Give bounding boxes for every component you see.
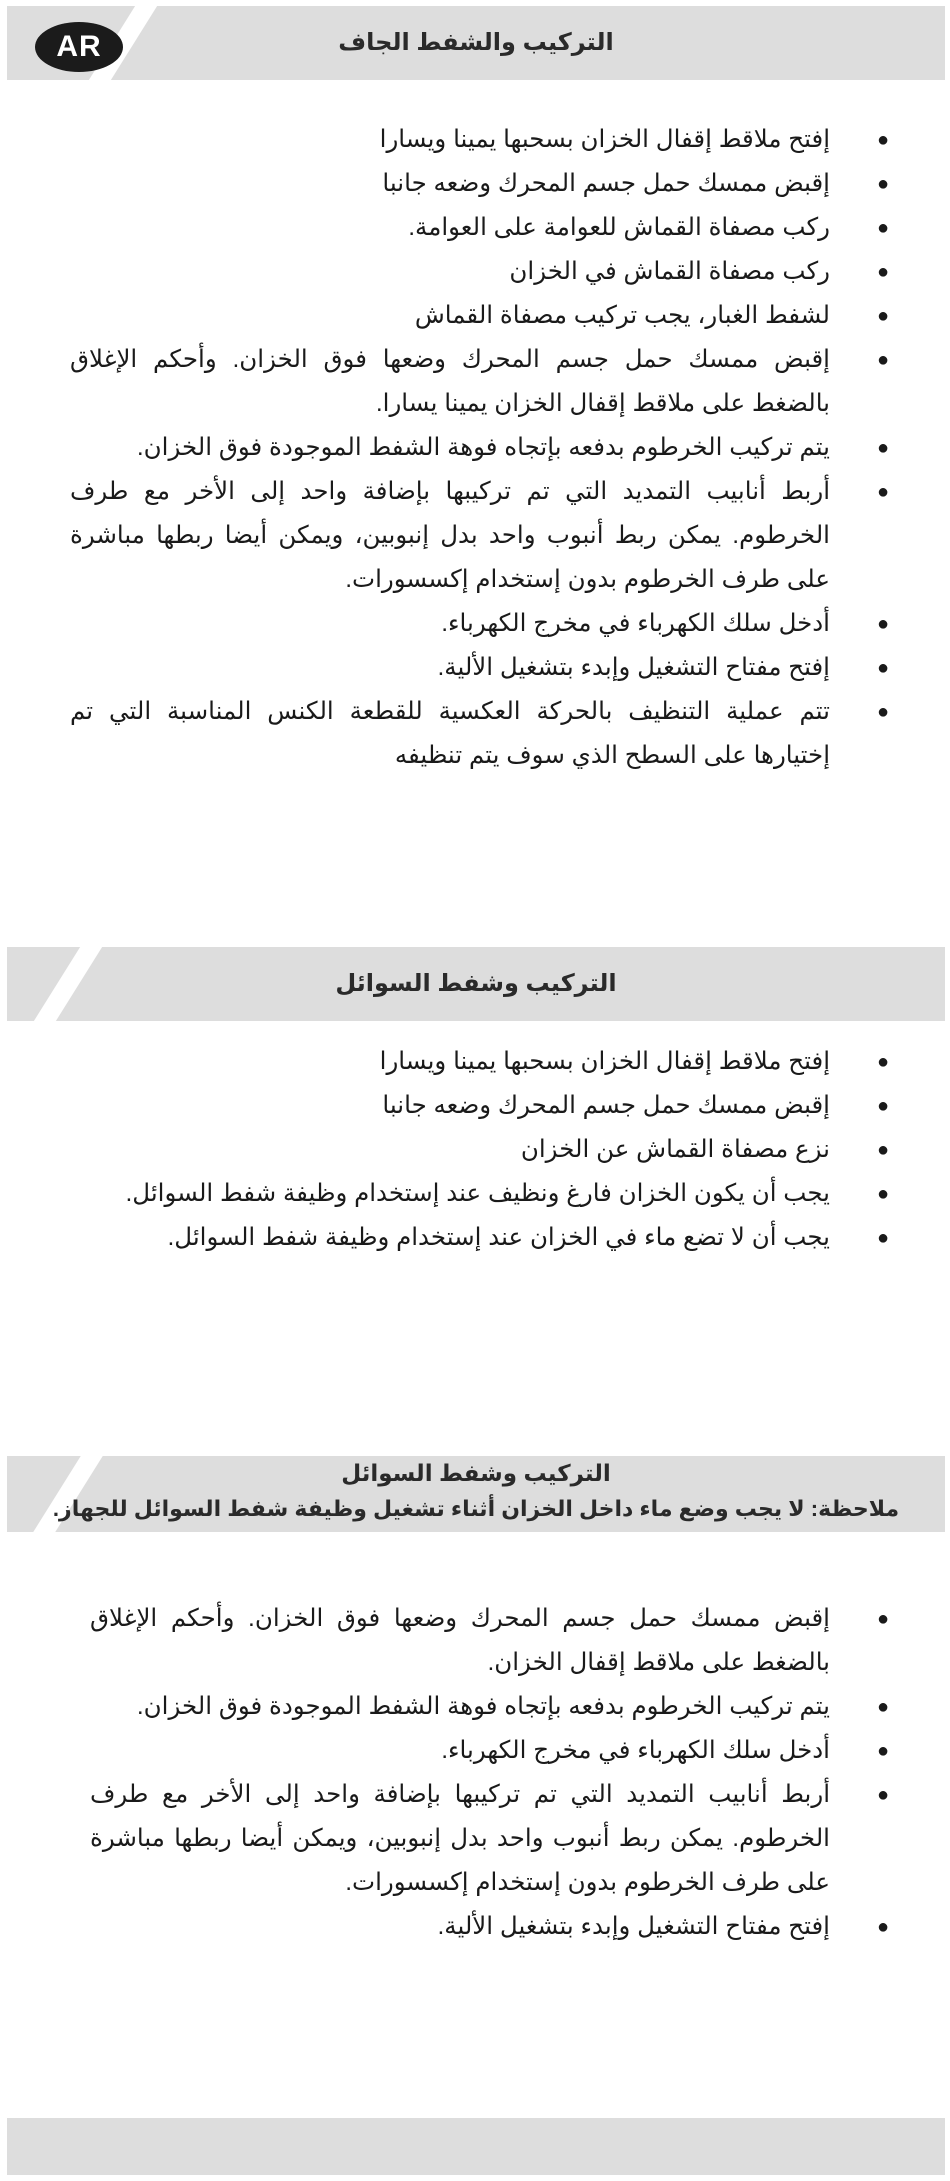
footer-band xyxy=(7,2118,945,2175)
bullet-icon: ● xyxy=(876,613,890,635)
bullet-icon: ● xyxy=(876,173,890,195)
list-item: ● يجب أن لا تضع ماء في الخزان عند إستخدام وظيفة شفط السوائل. xyxy=(90,1216,890,1260)
section1-title: التركيب والشفط الجاف xyxy=(338,29,614,56)
list-item: ● أربط أنابيب التمديد التي تم تركيبها بإضافة واحد إلى الأخر مع طرف الخرطوم. يمكن ربط أنبوب واحد بدل إنبوبين، ويمكن أيضا ربطها مباشرة على طرف الخرطوم بدون إستخدام إكسسورات. xyxy=(70,470,890,602)
bullet-icon: ● xyxy=(876,1608,890,1630)
section1-list xyxy=(70,118,890,778)
list-item: ● إقبض ممسك حمل جسم المحرك وضعه جانبا xyxy=(90,1084,890,1128)
list-item: ● إفتح مفتاح التشغيل وإبدء بتشغيل الألية. xyxy=(70,646,890,690)
section2-header-band xyxy=(7,947,945,1021)
list-item: ● إقبض ممسك حمل جسم المحرك وضعها فوق الخزان. وأحكم الإغلاق بالضغط على ملاقط إقفال الخزان يمينا يسارا. xyxy=(70,338,890,426)
bullet-icon: ● xyxy=(876,1051,890,1073)
list-item: ● أدخل سلك الكهرباء في مخرج الكهرباء. xyxy=(90,1729,890,1773)
bullet-icon: ● xyxy=(876,261,890,283)
list-item: ● إفتح ملاقط إقفال الخزان بسحبها يمينا ويسارا xyxy=(90,1040,890,1084)
section3-note xyxy=(7,1496,945,1522)
list-item: ● تتم عملية التنظيف بالحركة العكسية للقطعة الكنس المناسبة التي تم إختيارها على السطح الذي سوف يتم تنظيفه xyxy=(70,690,890,778)
list-item: ● أدخل سلك الكهرباء في مخرج الكهرباء. xyxy=(70,602,890,646)
bullet-icon: ● xyxy=(876,1784,890,1806)
list-item: ● إفتح ملاقط إقفال الخزان بسحبها يمينا ويسارا xyxy=(70,118,890,162)
list-item: ● أربط أنابيب التمديد التي تم تركيبها بإضافة واحد إلى الأخر مع طرف الخرطوم. يمكن ربط أنبوب واحد بدل إنبوبين، ويمكن أيضا ربطها مباشرة على طرف الخرطوم بدون إستخدام إكسسورات. xyxy=(90,1773,890,1905)
bullet-icon: ● xyxy=(876,1740,890,1762)
bullet-icon: ● xyxy=(876,349,890,371)
bullet-icon: ● xyxy=(876,437,890,459)
section3-title: التركيب وشفط السوائل xyxy=(341,1460,611,1486)
bullet-icon: ● xyxy=(876,1696,890,1718)
list-item: ● لشفط الغبار، يجب تركيب مصفاة القماش xyxy=(70,294,890,338)
bullet-icon: ● xyxy=(876,1916,890,1938)
section3-header-band xyxy=(7,1456,945,1532)
section1-header-band xyxy=(7,6,945,80)
list-item: ● إقبض ممسك حمل جسم المحرك وضعه جانبا xyxy=(70,162,890,206)
list-item: ● ركب مصفاة القماش في الخزان xyxy=(70,250,890,294)
bullet-icon: ● xyxy=(876,129,890,151)
section2-list xyxy=(90,1040,890,1260)
list-item: ● ركب مصفاة القماش للعوامة على العوامة. xyxy=(70,206,890,250)
bullet-icon: ● xyxy=(876,657,890,679)
bullet-icon: ● xyxy=(876,305,890,327)
bullet-icon: ● xyxy=(876,1139,890,1161)
bullet-icon: ● xyxy=(876,1227,890,1249)
note-text: لا يجب وضع ماء داخل الخزان أثناء تشغيل وظيفة شفط السوائل للجهاز. xyxy=(52,1496,805,1521)
list-item: ● يجب أن يكون الخزان فارغ ونظيف عند إستخدام وظيفة شفط السوائل. xyxy=(90,1172,890,1216)
bullet-icon: ● xyxy=(876,481,890,503)
list-item: ● إفتح مفتاح التشغيل وإبدء بتشغيل الألية. xyxy=(90,1905,890,1949)
list-item: ● يتم تركيب الخرطوم بدفعه بإتجاه فوهة الشفط الموجودة فوق الخزان. xyxy=(90,1685,890,1729)
section2-title: التركيب وشفط السوائل xyxy=(335,970,617,997)
bullet-icon: ● xyxy=(876,701,890,723)
note-label: ملاحظة: xyxy=(810,1496,900,1521)
list-item: ● إقبض ممسك حمل جسم المحرك وضعها فوق الخزان. وأحكم الإغلاق بالضغط على ملاقط إقفال الخزان. xyxy=(90,1597,890,1685)
language-badge: AR xyxy=(35,22,123,72)
bullet-icon: ● xyxy=(876,1183,890,1205)
bullet-icon: ● xyxy=(876,1095,890,1117)
list-item: ● يتم تركيب الخرطوم بدفعه بإتجاه فوهة الشفط الموجودة فوق الخزان. xyxy=(70,426,890,470)
bullet-icon: ● xyxy=(876,217,890,239)
section3-list xyxy=(90,1597,890,1949)
list-item: ● نزع مصفاة القماش عن الخزان xyxy=(90,1128,890,1172)
